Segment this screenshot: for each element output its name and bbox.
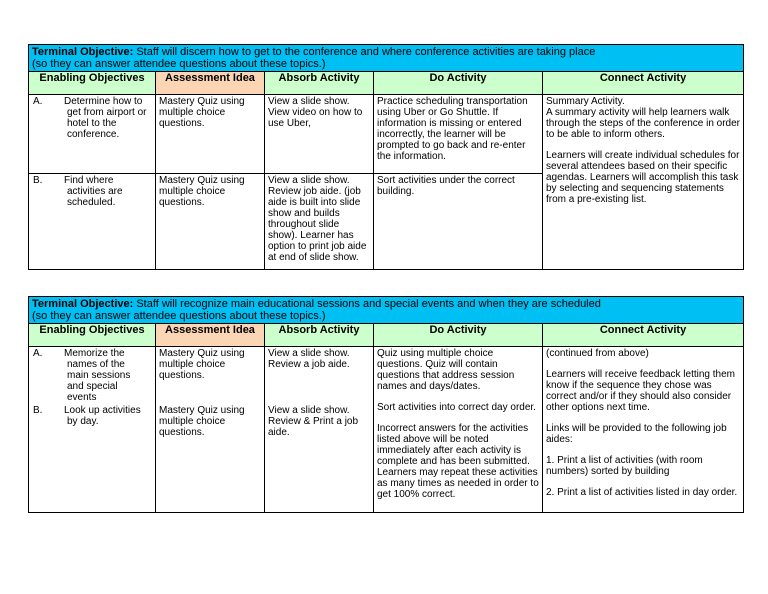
header-connect-activity: Connect Activity [543, 72, 744, 95]
objective-letter: B. [33, 405, 43, 416]
connect-paragraph: A summary activity will help learners walk through the steps of the conference in order to be able to inform others. [546, 107, 741, 140]
objective-table-2 [28, 296, 744, 513]
connect-paragraph: Summary Activity. [546, 96, 625, 107]
do-cell: Practice scheduling transportation using Uber or Go Shuttle. If information is missing or entered incorrectly, the learner will be prompted to go back and re-enter the information. [374, 95, 543, 174]
header-assessment-idea: Assessment Idea [156, 72, 265, 95]
header-assessment-idea: Assessment Idea [156, 324, 265, 347]
connect-paragraph: 2. Print a list of activities listed in day order. [546, 487, 738, 498]
terminal-objective-label: Terminal Objective: [32, 46, 134, 58]
enabling-objective-cell [29, 404, 156, 512]
terminal-objective [29, 45, 744, 72]
terminal-objective-label: Terminal Objective: [32, 298, 134, 310]
objective-letter: A. [33, 348, 43, 359]
header-do-activity: Do Activity [374, 324, 543, 347]
connect-paragraph: (continued from above) [546, 348, 649, 359]
terminal-objective-subtext: (so they can answer attendee questions about these topics.) [32, 58, 326, 70]
objective-text: Look up activities by day. [64, 405, 141, 427]
terminal-objective-text: Staff will discern how to get to the conference and where conference activities are taking place [133, 46, 596, 58]
objective-letter: A. [33, 96, 43, 107]
connect-paragraph: 1. Print a list of activities (with room numbers) sorted by building [546, 455, 703, 477]
connect-cell [543, 347, 744, 513]
terminal-objective-subtext: (so they can answer attendee questions about these topics.) [32, 310, 326, 322]
objective-text: Determine how to get from airport or hotel to the conference. [64, 96, 147, 140]
do-paragraph: Sort activities into correct day order. [377, 402, 536, 413]
enabling-objective-cell [29, 174, 156, 270]
table-row [29, 95, 744, 174]
assessment-cell: Mastery Quiz using multiple choice questions. [156, 174, 265, 270]
table-row [29, 347, 744, 405]
absorb-cell: View a slide show. Review & Print a job aide. [265, 404, 374, 512]
do-paragraph: Quiz using multiple choice questions. Quiz will contain questions that address session names and days/dates. [377, 348, 515, 392]
objective-table-1 [28, 44, 744, 270]
connect-paragraph: Links will be provided to the following job aides: [546, 423, 727, 445]
assessment-cell: Mastery Quiz using multiple choice questions. [156, 347, 265, 405]
objective-text: Memorize the names of the main sessions and special events [64, 348, 131, 403]
connect-cell [543, 95, 744, 270]
connect-paragraph: Learners will create individual schedules for several attendees based on their specific agendas. Learners will accomplish this task by selecting and sequencing statements from a pre-existing list. [546, 150, 740, 205]
do-cell: Sort activities under the correct building. [374, 174, 543, 270]
absorb-cell: View a slide show. View video on how to use Uber, [265, 95, 374, 174]
assessment-cell: Mastery Quiz using multiple choice questions. [156, 95, 265, 174]
header-enabling-objectives: Enabling Objectives [29, 324, 156, 347]
objective-letter: B. [33, 175, 43, 186]
header-connect-activity: Connect Activity [543, 324, 744, 347]
header-absorb-activity: Absorb Activity [265, 324, 374, 347]
header-enabling-objectives: Enabling Objectives [29, 72, 156, 95]
do-paragraph: Incorrect answers for the activities listed above will be noted immediately after each activity is complete and has been submitted. Learners may repeat these activities as many times as needed in order to get 100% correct. [377, 423, 539, 500]
connect-paragraph: Learners will receive feedback letting them know if the sequence they chose was correct and/or if they should also consider other options next time. [546, 369, 735, 413]
absorb-cell: View a slide show. Review job aide. (job aide is built into slide show and builds throughout slide show). Learner has option to print job aide at end of slide show. [265, 174, 374, 270]
header-do-activity: Do Activity [374, 72, 543, 95]
enabling-objective-cell [29, 347, 156, 405]
enabling-objective-cell [29, 95, 156, 174]
assessment-cell: Mastery Quiz using multiple choice questions. [156, 404, 265, 512]
header-absorb-activity: Absorb Activity [265, 72, 374, 95]
terminal-objective [29, 297, 744, 324]
do-cell [374, 347, 543, 513]
absorb-cell: View a slide show. Review a job aide. [265, 347, 374, 405]
terminal-objective-text: Staff will recognize main educational sessions and special events and when they are scheduled [133, 298, 601, 310]
objective-text: Find where activities are scheduled. [64, 175, 123, 208]
